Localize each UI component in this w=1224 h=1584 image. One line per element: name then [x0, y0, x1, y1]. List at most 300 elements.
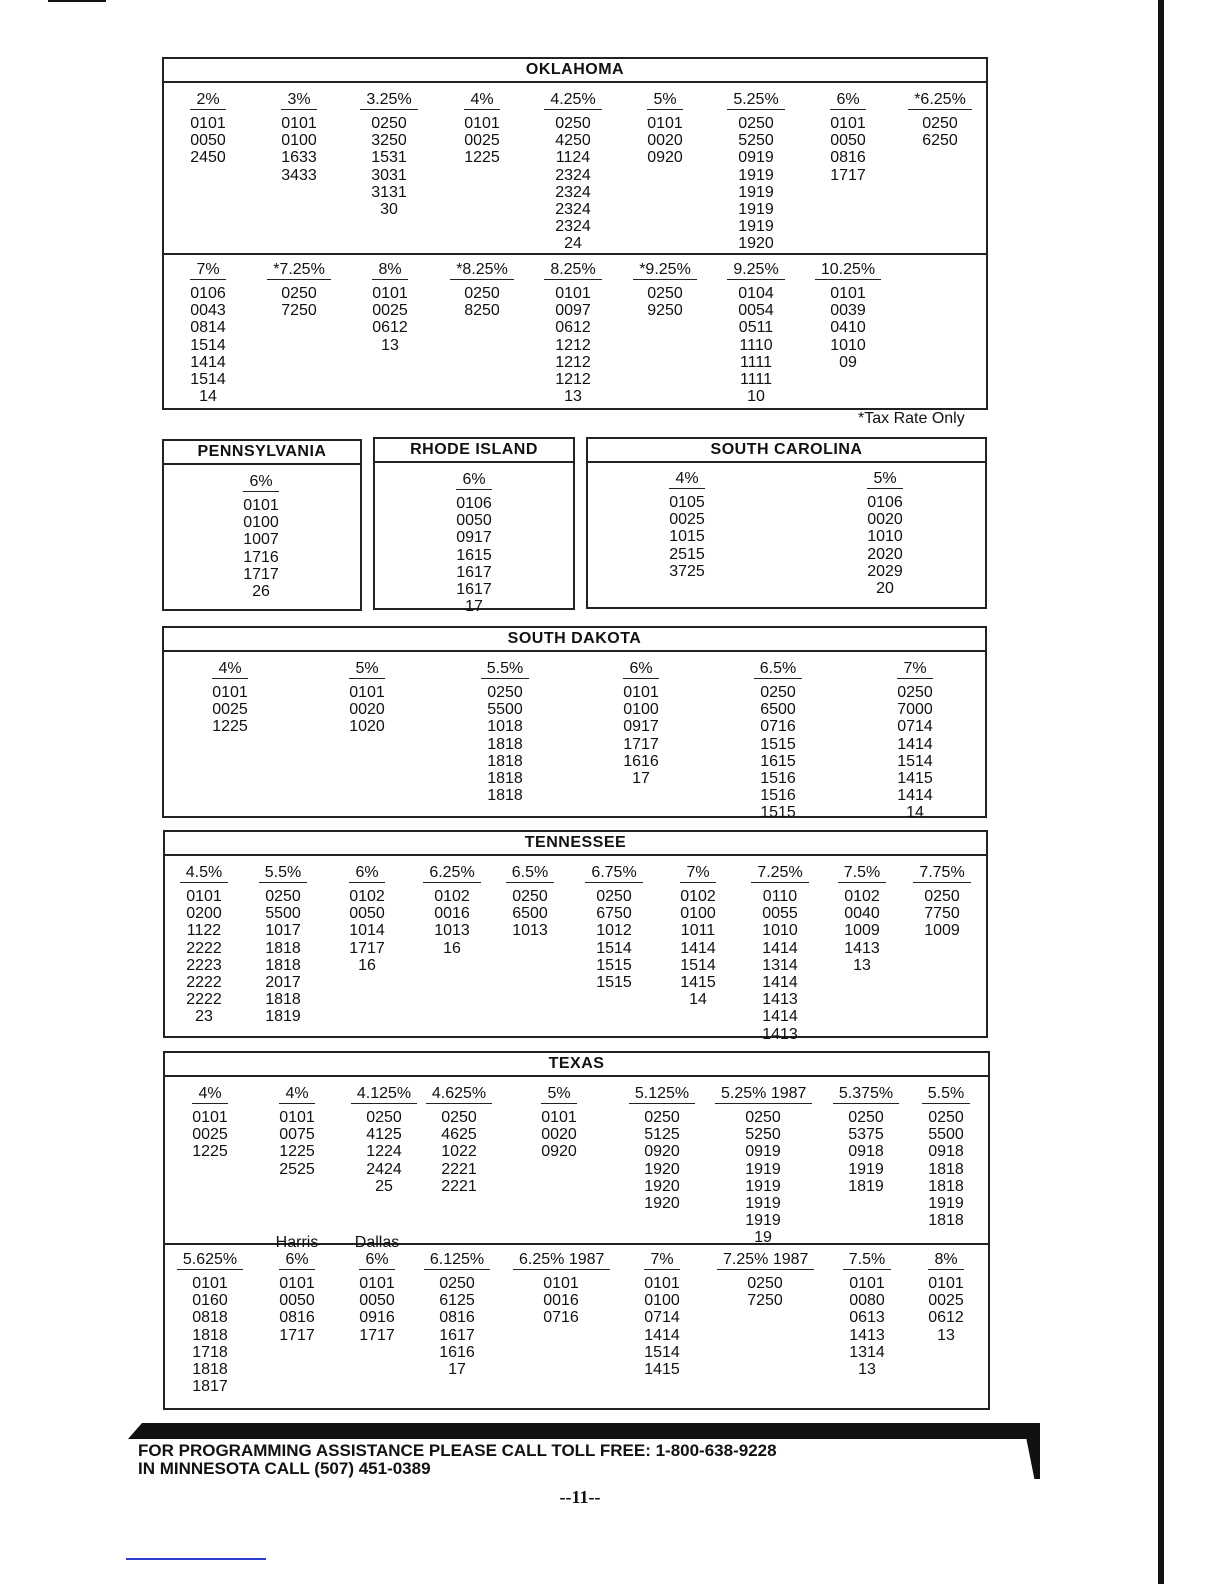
code-cell: 1919	[848, 1160, 884, 1178]
code-cell: 2223	[186, 956, 222, 974]
code-cell: 0250	[441, 1109, 477, 1126]
code-cell: 1212	[555, 353, 591, 371]
code-cell: 1716	[243, 548, 279, 566]
code-cell: 20	[876, 580, 894, 598]
code-cell: 5250	[738, 132, 774, 150]
code-cell: 0250	[738, 115, 774, 132]
code-cell: 1414	[644, 1326, 680, 1344]
code-cell: 0040	[844, 905, 880, 923]
rate-column-7-25pct-1987	[717, 1251, 813, 1309]
code-cell: 0612	[372, 319, 408, 337]
code-cell: 1818	[928, 1212, 964, 1230]
code-cell: 1920	[644, 1195, 680, 1213]
code-cell: 13	[858, 1361, 876, 1379]
code-cell: 1919	[745, 1212, 781, 1230]
code-cell: 2324	[555, 166, 591, 184]
code-cell: 0025	[212, 701, 248, 719]
code-cell: 1817	[192, 1378, 228, 1396]
code-cell: 0101	[541, 1109, 577, 1126]
rate-heading: 7.25% 1987	[717, 1251, 814, 1270]
code-cell: 1818	[487, 787, 523, 805]
code-cell: 7250	[281, 302, 317, 320]
code-cell: 14	[906, 804, 924, 822]
code-cell: 5500	[928, 1126, 964, 1144]
code-cell: 0101	[372, 285, 408, 302]
code-cell: 0511	[738, 319, 774, 337]
rate-column-star-9-25pct	[617, 261, 713, 319]
code-cell: 1819	[265, 1008, 301, 1026]
code-cell: 4250	[555, 132, 591, 150]
code-cell: 0101	[464, 115, 500, 132]
footer-edge	[1026, 1437, 1040, 1479]
code-cell: 1617	[456, 581, 492, 599]
code-cell: 2324	[555, 218, 591, 236]
code-cell: 14	[689, 991, 707, 1009]
code-cell: 1920	[644, 1177, 680, 1195]
code-cell: 5375	[848, 1126, 884, 1144]
code-cell: 0816	[279, 1309, 315, 1327]
code-cell: 10	[747, 388, 765, 406]
rate-heading: 6.5%	[754, 660, 802, 679]
code-cell: 0920	[647, 149, 683, 167]
rate-heading: 3%	[281, 91, 316, 110]
rate-column-star-8-25pct	[434, 261, 530, 319]
table-row	[375, 465, 573, 616]
code-cell: 0716	[543, 1309, 579, 1327]
code-cell: 0050	[190, 132, 226, 150]
code-cell: 0250	[922, 115, 958, 132]
code-cell: 0054	[738, 302, 774, 320]
code-cell: 0101	[555, 285, 591, 302]
page-right-rule	[1158, 0, 1164, 1584]
code-cell: 5500	[265, 905, 301, 923]
rate-column-6-5pct	[730, 660, 826, 822]
table-title: TEXAS	[165, 1053, 988, 1077]
rate-column-2pct	[160, 91, 256, 167]
code-cell: 1919	[738, 218, 774, 236]
rate-heading: 6%	[456, 471, 491, 490]
rate-heading: 9.25%	[727, 261, 784, 280]
code-cell: 0916	[359, 1309, 395, 1327]
code-cell: 1615	[760, 752, 796, 770]
rate-heading: 5.625%	[177, 1251, 243, 1270]
code-cell: 7000	[897, 701, 933, 719]
code-cell: 1515	[596, 974, 632, 992]
table-title: RHODE ISLAND	[375, 439, 573, 463]
code-cell: 1919	[738, 166, 774, 184]
rate-column-star-7-25pct	[251, 261, 347, 319]
rate-heading: 6%	[623, 660, 658, 679]
code-cell: 0020	[349, 701, 385, 719]
rate-column-6-5pct	[482, 864, 578, 940]
code-cell: 0050	[349, 905, 385, 923]
code-cell: 0025	[372, 302, 408, 320]
code-cell: 0055	[762, 905, 798, 923]
code-cell: 0613	[849, 1309, 885, 1327]
code-cell: 0250	[281, 285, 317, 302]
rate-column-10-25pct	[800, 261, 896, 371]
rate-column-7pct	[867, 660, 963, 822]
code-cell: 1010	[867, 528, 903, 546]
rate-heading: *9.25%	[633, 261, 697, 280]
code-cell: 0250	[848, 1109, 884, 1126]
code-cell: 1011	[680, 922, 716, 940]
rate-column-star-6-25pct	[892, 91, 988, 149]
code-cell: 0250	[555, 115, 591, 132]
page-number: --11--	[559, 1487, 601, 1507]
code-cell: 0101	[928, 1275, 964, 1292]
rate-heading: 5%	[349, 660, 384, 679]
code-cell: 1224	[366, 1143, 402, 1161]
code-cell: 1015	[669, 528, 705, 546]
code-cell: 19	[754, 1229, 772, 1247]
code-cell: 2029	[867, 562, 903, 580]
code-cell: 1615	[456, 546, 492, 564]
code-cell: 2515	[669, 545, 705, 563]
rate-column-5-125pct	[614, 1085, 710, 1212]
code-cell: 1514	[897, 752, 933, 770]
code-cell: 1514	[680, 956, 716, 974]
code-cell: 1007	[243, 531, 279, 549]
code-cell: 1616	[623, 752, 659, 770]
code-cell: 0101	[349, 684, 385, 701]
code-cell: 0160	[192, 1292, 228, 1310]
code-cell: 0101	[186, 888, 222, 905]
code-cell: 0100	[680, 905, 716, 923]
rate-heading: 8%	[928, 1251, 963, 1270]
rate-column-6pct	[213, 473, 309, 600]
code-cell: 0918	[848, 1143, 884, 1161]
code-cell: 0250	[464, 285, 500, 302]
code-cell: 1414	[762, 974, 798, 992]
rate-heading: 5.25%	[727, 91, 784, 110]
code-cell: 0101	[830, 285, 866, 302]
table-row	[588, 464, 985, 604]
code-cell: 1314	[849, 1343, 885, 1361]
rate-column-4-625pct	[411, 1085, 507, 1195]
south-carolina-table	[586, 437, 987, 609]
code-cell: 1818	[265, 939, 301, 957]
rate-column-5pct	[319, 660, 415, 736]
tax-rate-only-note: *Tax Rate Only	[858, 410, 965, 427]
tennessee-table	[163, 830, 988, 1043]
code-cell: 0101	[647, 115, 683, 132]
code-cell: 0250	[439, 1275, 475, 1292]
rate-column-5-5pct	[235, 864, 331, 1026]
code-cell: 1018	[487, 718, 523, 736]
rate-column-6-75pct	[566, 864, 662, 991]
code-cell: 14	[199, 388, 217, 406]
rate-heading: 4%	[669, 470, 704, 489]
code-cell: 1225	[464, 149, 500, 167]
code-cell: 2221	[441, 1177, 477, 1195]
code-cell: 5250	[745, 1126, 781, 1144]
code-cell: 1920	[738, 235, 774, 253]
code-cell: 0816	[439, 1309, 475, 1327]
code-cell: 1818	[487, 752, 523, 770]
rate-column-7pct	[160, 261, 256, 405]
code-cell: 0250	[366, 1109, 402, 1126]
code-cell: 0101	[190, 115, 226, 132]
code-cell: 0250	[644, 1109, 680, 1126]
code-cell: 1013	[512, 922, 548, 940]
code-cell: 0101	[243, 497, 279, 514]
code-cell: 0919	[738, 149, 774, 167]
table-row	[165, 1234, 988, 1410]
rate-heading: *7.25%	[267, 261, 331, 280]
rate-heading: 7%	[190, 261, 225, 280]
rate-column-5-25pct	[708, 91, 804, 253]
code-cell: 1413	[762, 1025, 798, 1043]
rate-column-6pct	[593, 660, 689, 787]
rate-heading: 6%	[279, 1251, 314, 1270]
code-cell: 1225	[279, 1143, 315, 1161]
rate-heading: 7.5%	[838, 864, 886, 883]
rate-column-6pct	[800, 91, 896, 184]
code-cell: 1514	[596, 939, 632, 957]
table-title: SOUTH CAROLINA	[588, 439, 985, 463]
code-cell: 6750	[596, 905, 632, 923]
code-cell: 0101	[543, 1275, 579, 1292]
code-cell: 2222	[186, 974, 222, 992]
code-cell: 13	[564, 388, 582, 406]
rate-column-5-5pct	[457, 660, 553, 804]
rate-column-4pct	[434, 91, 530, 167]
rate-column-4pct	[182, 660, 278, 736]
rate-column-5pct	[837, 470, 933, 597]
code-cell: 1818	[192, 1326, 228, 1344]
code-cell: 0410	[830, 319, 866, 337]
table-row	[165, 1079, 988, 1247]
code-cell: 2324	[555, 183, 591, 201]
code-cell: 0020	[867, 511, 903, 529]
code-cell: 6500	[512, 905, 548, 923]
code-cell: 23	[195, 1008, 213, 1026]
rate-heading: 5.5%	[259, 864, 307, 883]
code-cell: 0101	[644, 1275, 680, 1292]
code-cell: 0250	[760, 684, 796, 701]
code-cell: 1919	[928, 1195, 964, 1213]
rate-column-3-25pct	[341, 91, 437, 218]
code-cell: 0080	[849, 1292, 885, 1310]
rate-heading: 6%	[359, 1251, 394, 1270]
code-cell: 0104	[738, 285, 774, 302]
code-cell: 0250	[487, 684, 523, 701]
code-cell: 1225	[212, 718, 248, 736]
code-cell: 30	[380, 201, 398, 219]
rate-heading: 4.625%	[426, 1085, 492, 1104]
code-cell: 1717	[243, 565, 279, 583]
code-cell: 0100	[243, 514, 279, 532]
code-cell: 1818	[192, 1361, 228, 1379]
footer-bar	[128, 1423, 1040, 1439]
code-cell: 0050	[830, 132, 866, 150]
code-cell: 2020	[867, 545, 903, 563]
code-cell: 16	[443, 939, 461, 957]
code-cell: 1616	[439, 1343, 475, 1361]
code-cell: 1514	[190, 336, 226, 354]
code-cell: 3250	[371, 132, 407, 150]
rate-column-6pct	[319, 864, 415, 974]
rate-heading: 8.25%	[544, 261, 601, 280]
code-cell: 0025	[192, 1126, 228, 1144]
code-cell: 6250	[922, 132, 958, 150]
table-title: SOUTH DAKOTA	[164, 628, 985, 652]
code-cell: 2424	[366, 1160, 402, 1178]
code-cell: 5500	[487, 701, 523, 719]
pennsylvania-table	[162, 439, 362, 611]
code-cell: 1010	[762, 922, 798, 940]
code-cell: 1111	[739, 371, 773, 389]
code-cell: 1415	[897, 770, 933, 788]
code-cell: 6125	[439, 1292, 475, 1310]
code-cell: 8250	[464, 302, 500, 320]
code-cell: 7750	[924, 905, 960, 923]
code-cell: 1010	[830, 336, 866, 354]
code-cell: 0918	[928, 1143, 964, 1161]
code-cell: 26	[252, 583, 270, 601]
code-cell: 0039	[830, 302, 866, 320]
rate-column-6pct	[426, 471, 522, 615]
code-cell: 0025	[669, 511, 705, 529]
code-cell: 0818	[192, 1309, 228, 1327]
code-cell: 0250	[512, 888, 548, 905]
code-cell: 1919	[738, 201, 774, 219]
code-cell: 1122	[186, 922, 222, 940]
code-cell: 0101	[849, 1275, 885, 1292]
code-cell: 2324	[555, 201, 591, 219]
code-cell: 1717	[349, 939, 385, 957]
code-cell: 0200	[186, 905, 222, 923]
code-cell: 0250	[924, 888, 960, 905]
code-cell: 0920	[541, 1143, 577, 1161]
code-cell: 9250	[647, 302, 683, 320]
code-cell: 0917	[456, 529, 492, 547]
rate-heading: 10.25%	[815, 261, 881, 280]
rate-heading: 6%	[830, 91, 865, 110]
rate-column-6-125pct	[409, 1251, 505, 1378]
code-cell: 0714	[644, 1309, 680, 1327]
page-corner-mark	[48, 0, 106, 2]
code-cell: 1414	[190, 353, 226, 371]
table-row	[164, 654, 985, 822]
code-cell: 0106	[867, 494, 903, 511]
code-cell: 13	[937, 1326, 955, 1344]
rate-heading: 5%	[867, 470, 902, 489]
rate-column-7-75pct	[894, 864, 990, 940]
bottom-link-underline	[126, 1558, 266, 1560]
code-cell: 0100	[623, 701, 659, 719]
code-cell: 1818	[487, 770, 523, 788]
code-cell: 17	[448, 1361, 466, 1379]
code-cell: 0816	[830, 149, 866, 167]
code-cell: 1124	[555, 149, 591, 167]
code-cell: 1617	[456, 563, 492, 581]
code-cell: 0102	[844, 888, 880, 905]
rate-heading: 4.5%	[180, 864, 228, 883]
code-cell: 13	[381, 336, 399, 354]
code-cell: 1225	[192, 1143, 228, 1161]
table-row	[164, 467, 360, 607]
code-cell: 0920	[644, 1143, 680, 1161]
rate-heading: *6.25%	[908, 91, 972, 110]
code-cell: 0043	[190, 302, 226, 320]
footer-minnesota-line: IN MINNESOTA CALL (507) 451-0389	[138, 1459, 431, 1478]
code-cell: 0917	[623, 718, 659, 736]
code-cell: 1414	[897, 787, 933, 805]
code-cell: 1212	[555, 371, 591, 389]
rate-heading: 7.75%	[913, 864, 970, 883]
code-cell: 0250	[745, 1109, 781, 1126]
code-cell: 2525	[279, 1160, 315, 1178]
code-cell: 0101	[281, 115, 317, 132]
rate-heading: 6%	[243, 473, 278, 492]
code-cell: 1413	[762, 991, 798, 1009]
code-cell: 0250	[928, 1109, 964, 1126]
code-cell: 1314	[762, 956, 798, 974]
rate-heading: 7.25%	[751, 864, 808, 883]
code-cell: 0612	[928, 1309, 964, 1327]
code-cell: 1514	[190, 371, 226, 389]
code-cell: 0101	[830, 115, 866, 132]
code-cell: 0097	[555, 302, 591, 320]
rate-heading: 6.25%	[423, 864, 480, 883]
rate-column-8pct	[342, 261, 438, 354]
table-title: PENNSYLVANIA	[164, 441, 360, 465]
code-cell: 2222	[186, 939, 222, 957]
rate-column-8-25pct	[525, 261, 621, 405]
code-cell: 3725	[669, 562, 705, 580]
code-cell: 0250	[371, 115, 407, 132]
code-cell: 0110	[762, 888, 798, 905]
rate-heading: 3.25%	[360, 91, 417, 110]
code-cell: 1012	[596, 922, 632, 940]
code-cell: 0101	[279, 1275, 315, 1292]
county-label: Dallas	[354, 1234, 400, 1251]
code-cell: 1414	[897, 735, 933, 753]
code-cell: 1818	[928, 1177, 964, 1195]
code-cell: 1514	[644, 1343, 680, 1361]
rate-heading: 6.125%	[424, 1251, 490, 1270]
code-cell: 6500	[760, 701, 796, 719]
code-cell: 3031	[371, 166, 407, 184]
code-cell: 0101	[623, 684, 659, 701]
code-cell: 0101	[192, 1275, 228, 1292]
code-cell: 2222	[186, 991, 222, 1009]
code-cell: 1020	[349, 718, 385, 736]
code-cell: 1413	[844, 939, 880, 957]
code-cell: 24	[564, 235, 582, 253]
code-cell: 1633	[281, 149, 317, 167]
code-cell: 0101	[279, 1109, 315, 1126]
rate-heading: 5%	[647, 91, 682, 110]
oklahoma-table	[162, 57, 988, 410]
rate-heading: 6.25% 1987	[513, 1251, 610, 1270]
code-cell: 0100	[281, 132, 317, 150]
code-cell: 0250	[265, 888, 301, 905]
code-cell: 1516	[760, 787, 796, 805]
rate-column-4-25pct	[525, 91, 621, 253]
rate-heading: 6%	[349, 864, 384, 883]
code-cell: 1919	[745, 1195, 781, 1213]
rate-column-4pct	[249, 1085, 345, 1178]
rhode-island-table	[373, 437, 575, 616]
south-dakota-table	[162, 626, 987, 822]
texas-table	[163, 1051, 990, 1410]
code-cell: 0020	[647, 132, 683, 150]
rate-heading: 7%	[897, 660, 932, 679]
code-cell: 1919	[745, 1160, 781, 1178]
